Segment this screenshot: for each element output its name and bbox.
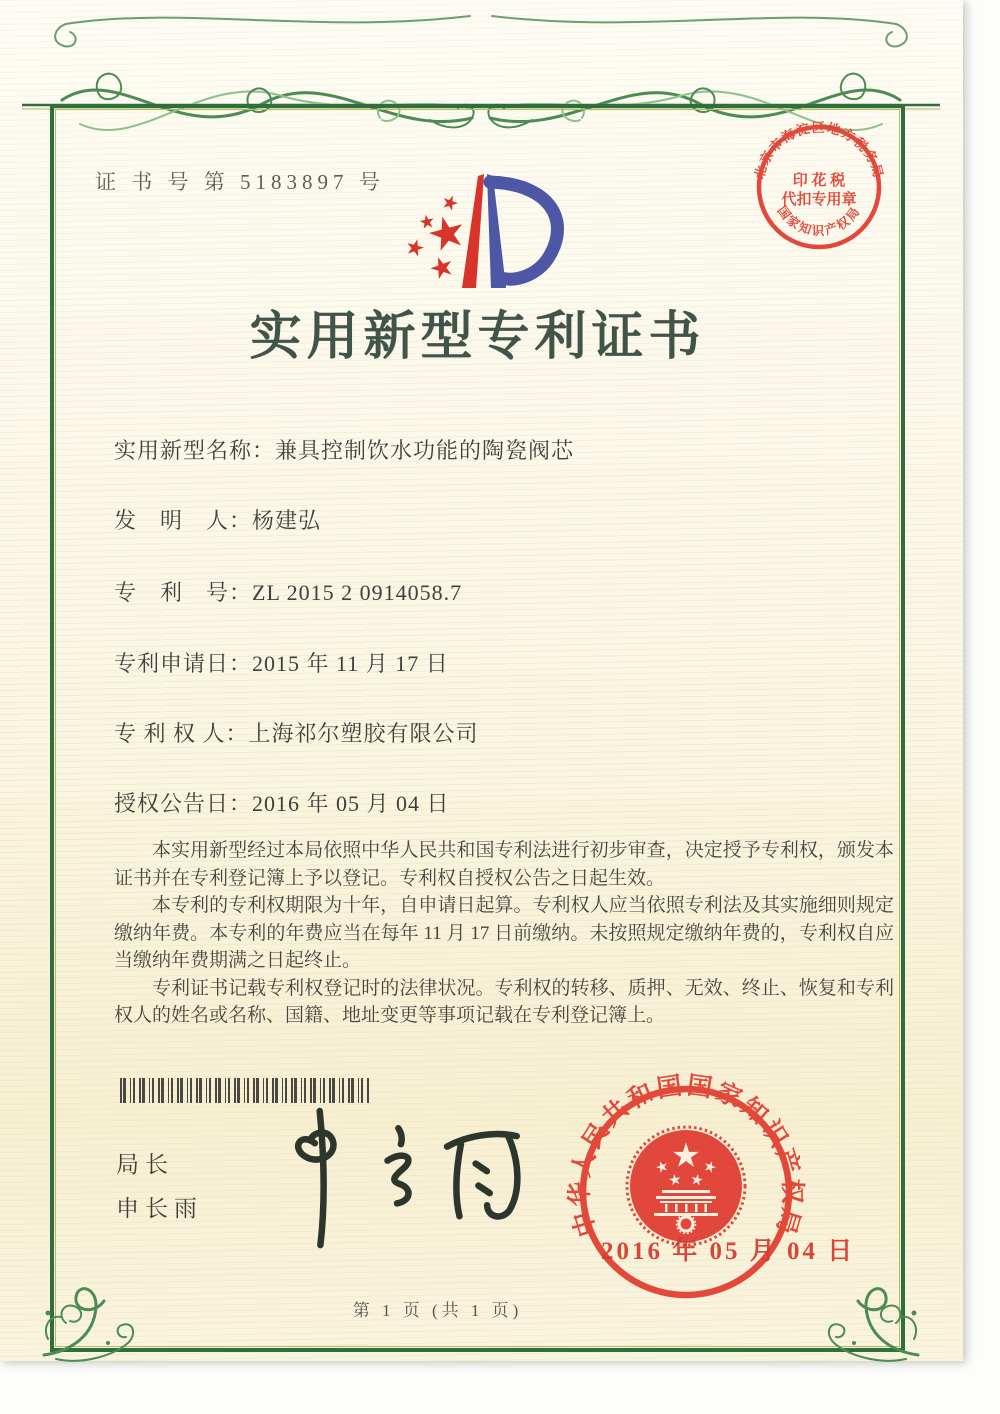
tax-stamp-arc-top-text: 北京市海淀区地方税务局	[751, 119, 887, 181]
field-value: 2015 年 11 月 17 日	[252, 651, 449, 676]
field-row-patentee	[114, 717, 479, 748]
tax-stamp-line2: 代扣专用章	[781, 192, 857, 208]
field-value: ZL 2015 2 0914058.7	[252, 580, 463, 605]
legal-paragraph: 专利证书记载专利权登记时的法律状况。专利权的转移、质押、无效、终止、恢复和专利权人的姓名或名称、国籍、地址变更等事项记载在专利登记簿上。	[114, 977, 894, 1026]
legal-paragraph: 本实用新型经过本局依照中华人民共和国专利法进行初步审查，决定授予专利权，颁发本证书并在专利登记簿上予以登记。专利权自授权公告之日起生效。	[114, 840, 894, 889]
page-number: 第 1 页 (共 1 页)	[352, 1301, 523, 1320]
field-row-name	[114, 434, 574, 465]
field-label: 实用新型名称：	[114, 438, 276, 463]
field-label: 专 利 号：	[114, 580, 253, 605]
field-value: 2016 年 05 月 04 日	[252, 791, 450, 816]
svg-text:国家知识产权局	[775, 204, 864, 238]
cnipa-logo	[398, 160, 578, 300]
tax-stamp-arc-bottom-text: 国家知识产权局	[774, 203, 864, 238]
field-row-filing-date	[114, 647, 449, 678]
field-label: 授权公告日：	[114, 791, 253, 816]
tax-stamp-line1: 印 花 税	[792, 173, 846, 189]
director-name: 申长雨	[116, 1196, 203, 1221]
tax-stamp	[753, 121, 885, 253]
authority-seal	[566, 1072, 806, 1306]
logo-red-blade	[462, 174, 484, 288]
barcode	[120, 1078, 370, 1103]
national-emblem	[627, 1127, 745, 1245]
field-row-inventor	[114, 504, 321, 535]
director-signature	[269, 1095, 544, 1254]
field-label: 专利申请日：	[114, 651, 253, 676]
field-value: 兼具控制饮水功能的陶瓷阀芯	[275, 438, 575, 463]
field-row-grant-date	[114, 787, 450, 818]
field-label: 专 利 权 人：	[114, 721, 249, 746]
svg-text:北京市海淀区地方税务局	[752, 120, 887, 181]
field-value: 上海祁尔塑胶有限公司	[248, 721, 479, 746]
logo-stars	[405, 193, 467, 281]
seal-date: 2016 年 05 月 04 日	[601, 1238, 856, 1265]
field-row-patent-no	[114, 576, 462, 607]
director-title: 局长	[116, 1152, 174, 1177]
field-value: 杨建弘	[252, 508, 322, 533]
legal-text	[114, 837, 894, 1030]
certificate-number: 证 书 号 第 5183897 号	[95, 170, 385, 194]
certificate-title: 实用新型专利证书	[249, 309, 706, 366]
field-label: 发 明 人：	[114, 508, 253, 533]
legal-paragraph: 本专利的专利权期限为十年，自申请日起算。专利权人应当依照专利法及其实施细则规定缴纳年费。本专利的年费应当在每年 11 月 17 日前缴纳。未按照规定缴纳年费的，专利权自应当缴纳年费期满之日起终止。	[114, 895, 894, 971]
seal-ring-text: 中华人民共和国国家知识产权局	[566, 1072, 806, 1240]
